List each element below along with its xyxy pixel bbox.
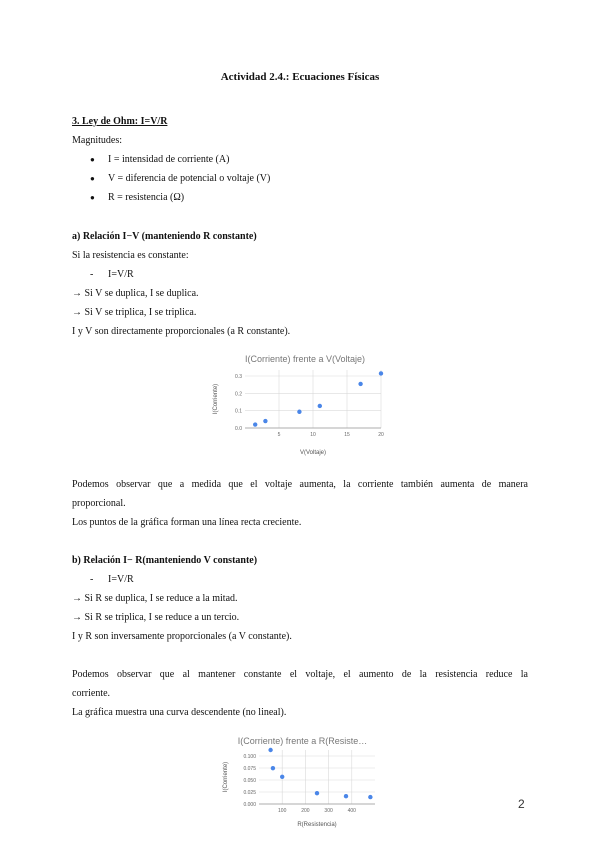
chart-title: I(Corriente) frente a V(Voltaje) [244,354,366,364]
part-b-formula: I=V/R [108,574,134,585]
y-axis-label: I(Corriente) [223,761,229,793]
data-point [315,791,319,795]
section-heading-ohm: 3. Ley de Ohm: I=V/R [72,116,168,127]
part-a-observation: Podemos observar que a medida que el voltaje aumenta, la corriente también aumenta de manera [72,479,528,490]
x-axis-label: V(Voltaje) [299,450,327,456]
magnitudes-label: Magnitudes: [72,135,122,146]
bullet-item: I = intensidad de corriente (A) [108,154,230,165]
y-tick-label: 0.050 [243,778,256,784]
part-a-intro: Si la resistencia es constante: [72,250,189,261]
part-a-line: I y V son directamente proporcionales (a R constante). [72,326,291,337]
y-tick-label: 0.2 [235,391,242,398]
part-a-line: → Si V se duplica, I se duplica. [72,288,199,299]
y-tick-label: 0.100 [243,754,256,760]
part-b-conclusion: La gráfica muestra una curva descendente (no lineal). [72,707,287,718]
dash-marker: - [90,574,94,585]
part-a-heading: a) Relación I−V (manteniendo R constante) [72,231,257,242]
x-tick-label: 5 [277,432,281,438]
y-tick-label: 0.025 [243,790,256,796]
data-point [253,422,257,426]
x-axis-label: R(Resistencia) [297,822,337,828]
y-tick-label: 0.3 [235,374,242,380]
data-point [271,766,275,770]
chart-current-vs-voltage [205,348,405,460]
part-b-line: → Si R se duplica, I se reduce a la mitad. [72,593,238,604]
bullet-item: V = diferencia de potencial o voltaje (V) [108,173,271,184]
x-tick-label: 15 [344,432,350,438]
data-point [379,371,383,375]
part-b-line: → Si R se triplica, I se reduce a un tercio. [72,612,240,623]
dash-marker: - [90,269,94,280]
data-point [368,795,372,799]
page-number: 2 [518,797,525,811]
part-a-conclusion: Los puntos de la gráfica forman una línea recta creciente. [72,517,302,528]
y-tick-label: 0.075 [243,766,256,772]
data-point [318,404,322,408]
x-tick-label: 20 [378,432,384,438]
chart-title: I(Corriente) frente a R(Resiste… [237,736,368,746]
x-tick-label: 10 [310,432,316,438]
data-point [344,794,348,798]
x-tick-label: 200 [301,808,310,814]
chart-current-vs-resistance [215,730,390,830]
data-point [268,748,272,752]
x-tick-label: 100 [278,808,287,814]
y-tick-label: 0.0 [235,426,242,432]
data-point [263,419,267,423]
part-b-line: I y R son inversamente proporcionales (a V constante). [72,631,292,642]
part-a-formula: I=V/R [108,269,134,280]
bullet-dot: ● [90,193,95,202]
x-tick-label: 300 [324,808,333,814]
part-b-observation-cont: corriente. [72,688,111,699]
y-axis-label: I(Corriente) [213,383,219,415]
data-point [280,775,284,779]
y-tick-label: 0.000 [243,802,256,808]
data-point [297,410,301,414]
y-tick-label: 0.1 [235,408,242,415]
data-point [358,382,362,386]
part-b-heading: b) Relación I− R(manteniendo V constante) [72,555,258,566]
part-a-observation-cont: proporcional. [72,498,126,509]
bullet-item: R = resistencia (Ω) [108,192,185,203]
bullet-dot: ● [90,174,95,183]
part-b-observation: Podemos observar que al mantener constante el voltaje, el aumento de la resistencia reduce la [72,669,528,680]
page-title: Actividad 2.4.: Ecuaciones Físicas [220,71,380,83]
part-a-line: → Si V se triplica, I se triplica. [72,307,197,318]
x-tick-label: 400 [347,808,356,814]
bullet-dot: ● [90,155,95,164]
